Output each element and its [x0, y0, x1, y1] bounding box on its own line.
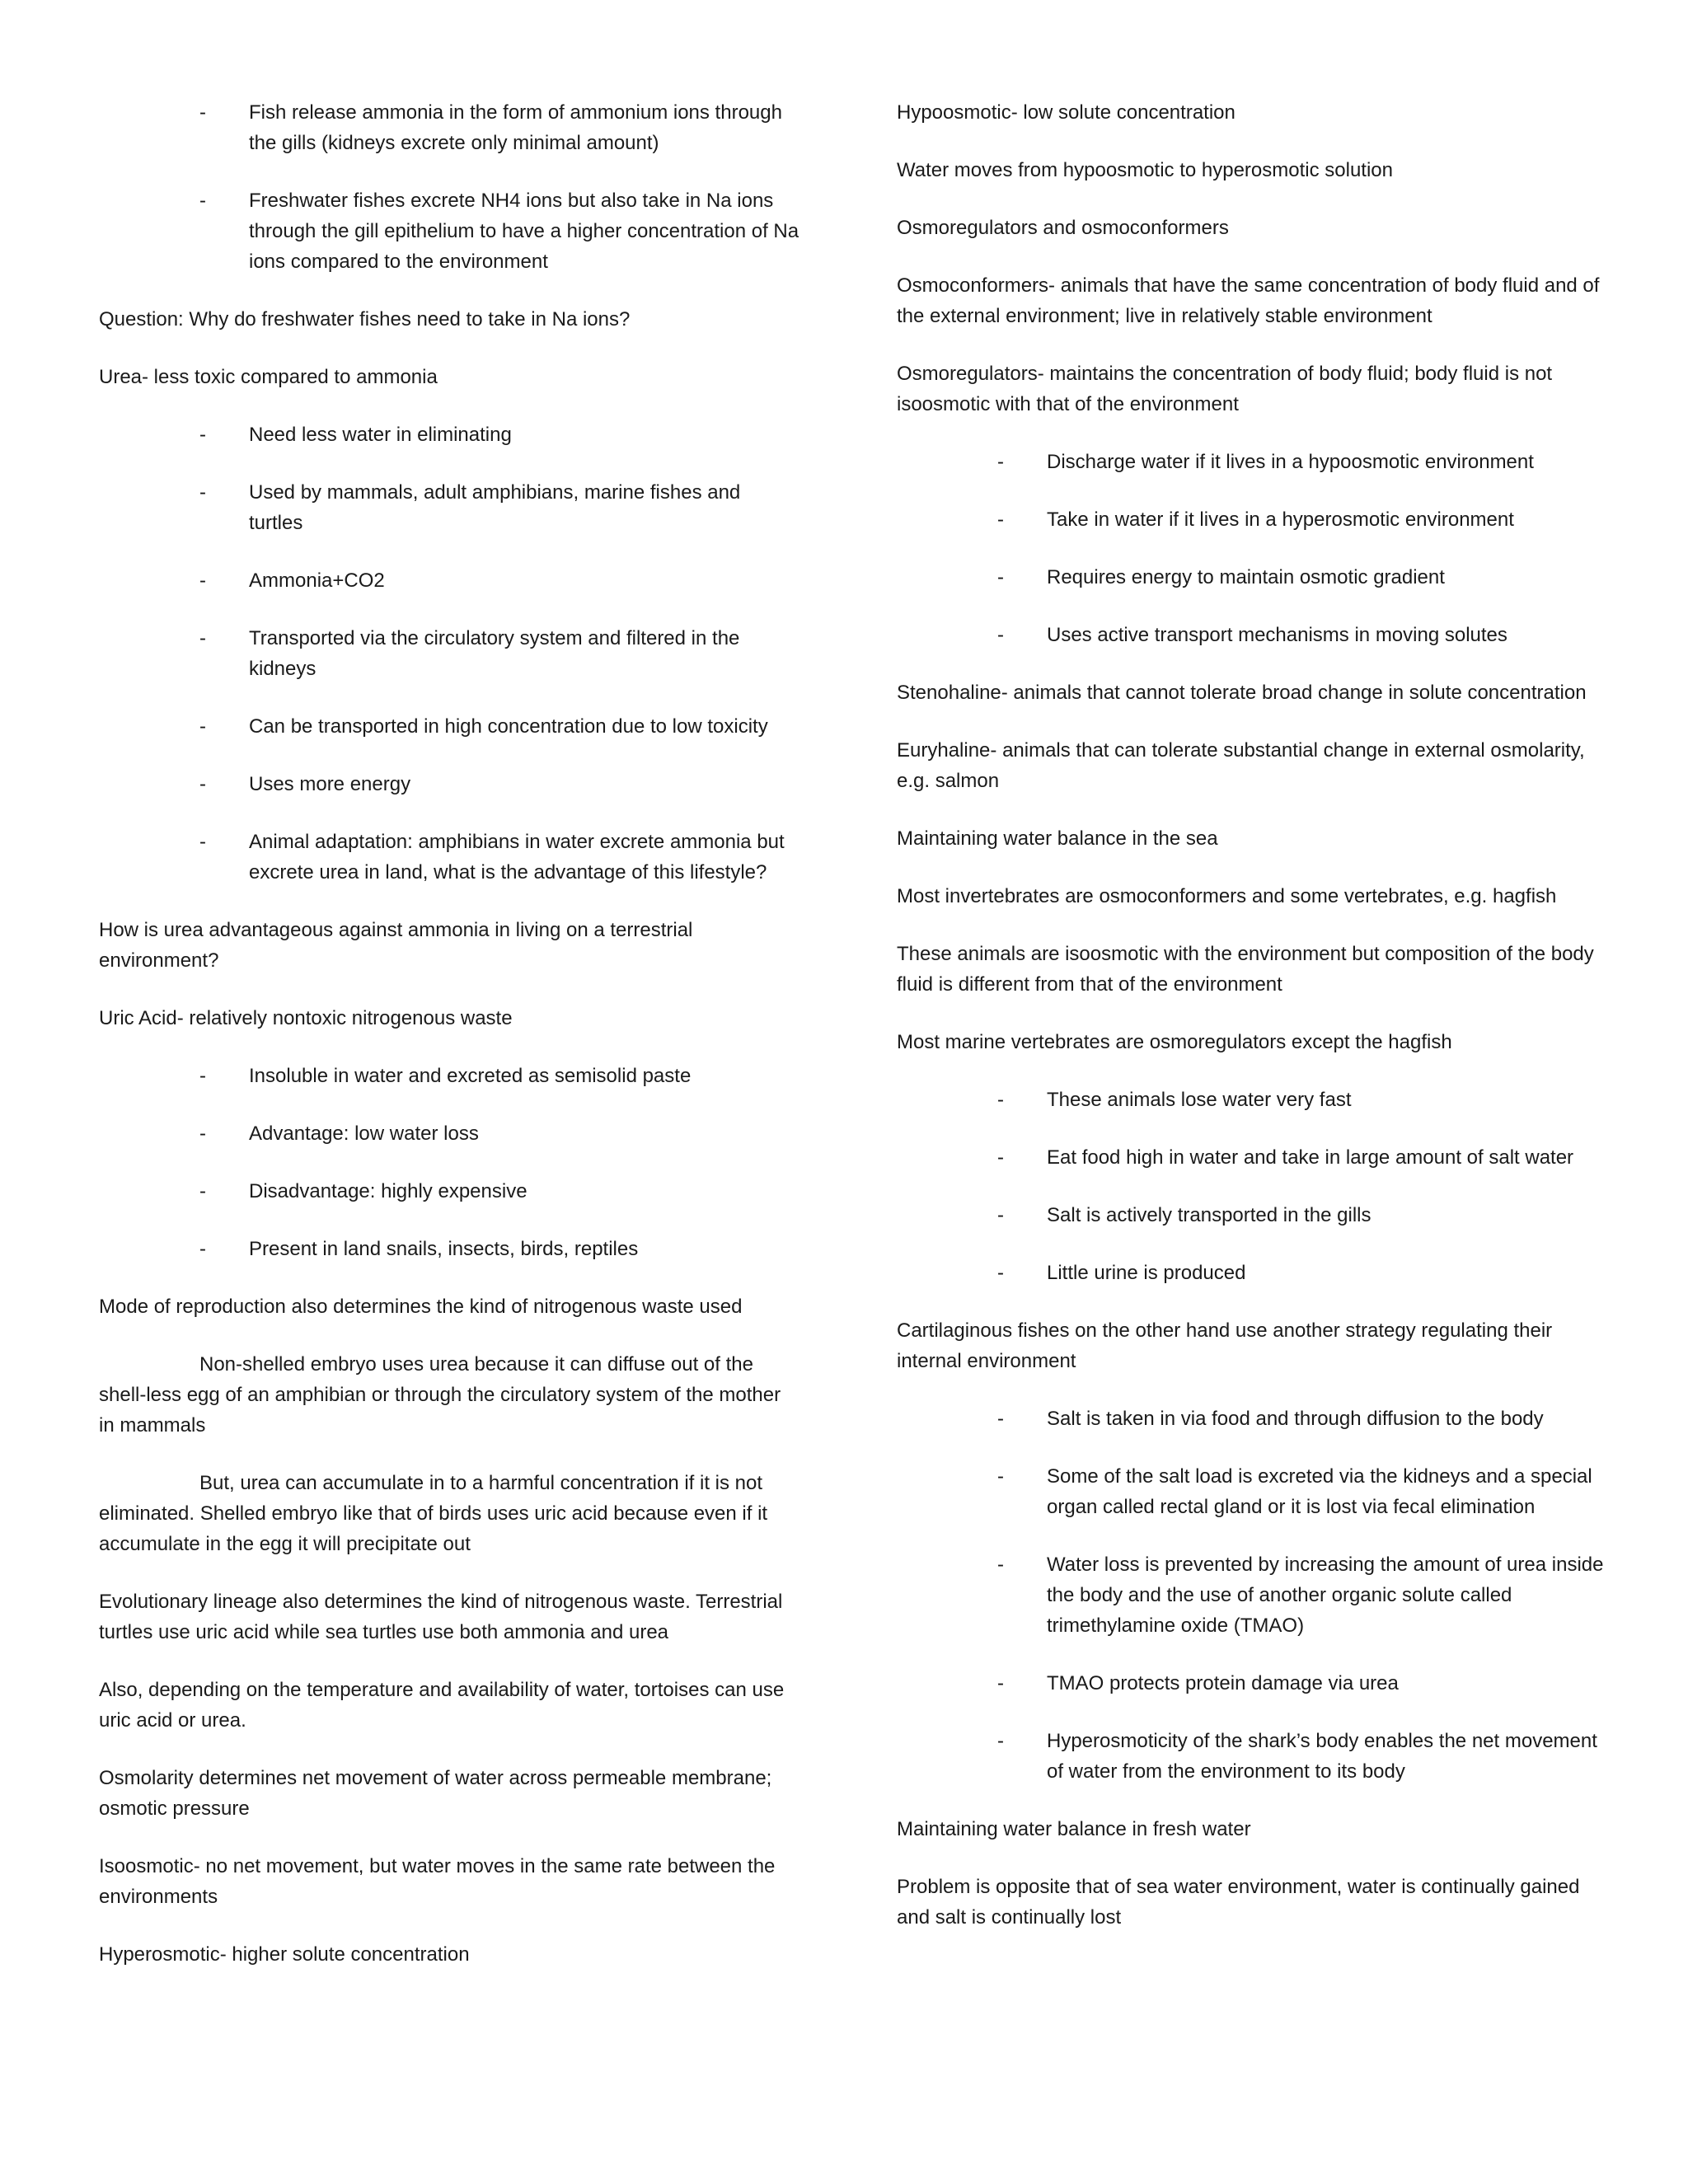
bullet-text: Salt is taken in via food and through diffusion to the body [1047, 1408, 1544, 1430]
paragraph: Most invertebrates are osmoconformers and some vertebrates, e.g. hagfish [897, 885, 1557, 907]
paragraph: Hypoosmotic- low solute concentration [897, 101, 1236, 124]
bullet-item [99, 419, 799, 450]
bullet-item [99, 565, 799, 596]
paragraph: Evolutionary lineage also determines the kind of nitrogenous waste. Terrestrial turtles use uric acid while sea turtles use both ammonia and urea [99, 1591, 783, 1643]
paragraph: These animals are isoosmotic with the environment but composition of the body fluid is different from that of the environment [897, 943, 1594, 996]
bullet-dash: - [997, 624, 1004, 646]
indented-paragraph: Non-shelled embryo uses urea because it can diffuse out of the shell-less egg of an amphibian or through the circulatory system of the mother in mammals [99, 1353, 781, 1436]
bullet-item [897, 1668, 1606, 1699]
bullet-item [897, 1085, 1606, 1115]
paragraph: Urea- less toxic compared to ammonia [99, 366, 438, 388]
paragraph: Osmoregulators and osmoconformers [897, 217, 1229, 239]
bullet-text: Disadvantage: highly expensive [249, 1180, 528, 1202]
bullet-dash: - [997, 509, 1004, 531]
paragraph: Maintaining water balance in fresh water [897, 1818, 1251, 1840]
bullet-item [99, 1061, 799, 1091]
right-column [897, 97, 1606, 1960]
bullet-item [99, 1234, 799, 1264]
paragraph: Question: Why do freshwater fishes need to take in Na ions? [99, 308, 631, 330]
paragraph: How is urea advantageous against ammonia in living on a terrestrial environment? [99, 919, 693, 972]
bullet-item [897, 1404, 1606, 1434]
bullet-dash: - [199, 101, 206, 124]
bullet-item [99, 769, 799, 799]
bullet-dash: - [199, 481, 206, 504]
bullet-item [897, 447, 1606, 477]
bullet-item [99, 711, 799, 742]
bullet-item [897, 1258, 1606, 1288]
paragraph: Most marine vertebrates are osmoregulators except the hagfish [897, 1031, 1452, 1053]
bullet-dash: - [199, 1180, 206, 1202]
bullet-dash: - [199, 424, 206, 446]
bullet-item [897, 1726, 1606, 1787]
bullet-dash: - [199, 1122, 206, 1145]
bullet-text: Advantage: low water loss [249, 1122, 479, 1145]
bullet-text: Used by mammals, adult amphibians, marine fishes and turtles [249, 481, 741, 534]
paragraph: Hyperosmotic- higher solute concentration [99, 1943, 470, 1966]
bullet-text: Present in land snails, insects, birds, reptiles [249, 1238, 639, 1260]
bullet-item [99, 97, 799, 158]
paragraph: Stenohaline- animals that cannot tolerate broad change in solute concentration [897, 682, 1587, 704]
bullet-text: Uses active transport mechanisms in moving solutes [1047, 624, 1507, 646]
bullet-text: Water loss is prevented by increasing the amount of urea inside the body and the use of another organic solute called trimethylamine oxide (TMAO) [1047, 1554, 1604, 1637]
bullet-text: TMAO protects protein damage via urea [1047, 1672, 1399, 1694]
bullet-item [897, 1549, 1606, 1641]
bullet-text: Hyperosmoticity of the shark’s body enables the net movement of water from the environment to its body [1047, 1730, 1597, 1783]
bullet-text: Fish release ammonia in the form of ammonium ions through the gills (kidneys excrete only minimal amount) [249, 101, 782, 154]
indented-paragraph: But, urea can accumulate in to a harmful concentration if it is not eliminated. Shelled embryo like that of birds uses uric acid because even if it accumulate in the egg it will precipitate out [99, 1472, 768, 1555]
bullet-item [897, 1461, 1606, 1522]
paragraph: Isoosmotic- no net movement, but water moves in the same rate between the environments [99, 1855, 776, 1908]
bullet-item [99, 1118, 799, 1149]
bullet-text: Freshwater fishes excrete NH4 ions but also take in Na ions through the gill epithelium to have a higher concentration of Na ions compared to the environment [249, 190, 799, 273]
bullet-dash: - [997, 566, 1004, 588]
bullet-dash: - [997, 1262, 1004, 1284]
bullet-text: Need less water in eliminating [249, 424, 512, 446]
bullet-text: Uses more energy [249, 773, 411, 795]
bullet-dash: - [997, 1204, 1004, 1226]
bullet-item [99, 623, 799, 684]
paragraph: Euryhaline- animals that can tolerate substantial change in external osmolarity, e.g. salmon [897, 739, 1585, 792]
bullet-text: Take in water if it lives in a hyperosmotic environment [1047, 509, 1514, 531]
bullet-dash: - [199, 1238, 206, 1260]
paragraph: Mode of reproduction also determines the kind of nitrogenous waste used [99, 1296, 743, 1318]
paragraph: Maintaining water balance in the sea [897, 827, 1218, 850]
left-column [99, 97, 799, 1997]
bullet-dash: - [997, 1465, 1004, 1488]
bullet-item [99, 185, 799, 277]
paragraph: Water moves from hypoosmotic to hyperosmotic solution [897, 159, 1394, 181]
bullet-text: Transported via the circulatory system and filtered in the kidneys [249, 627, 740, 680]
bullet-text: Ammonia+CO2 [249, 569, 385, 592]
paragraph: Osmoconformers- animals that have the same concentration of body fluid and of the external environment; live in relatively stable environment [897, 274, 1600, 327]
bullet-item [99, 477, 799, 538]
bullet-dash: - [199, 1065, 206, 1087]
bullet-dash: - [997, 1554, 1004, 1576]
bullet-text: Can be transported in high concentration due to low toxicity [249, 715, 768, 738]
bullet-text: Salt is actively transported in the gills [1047, 1204, 1372, 1226]
bullet-dash: - [199, 715, 206, 738]
paragraph: Osmolarity determines net movement of water across permeable membrane; osmotic pressure [99, 1767, 772, 1820]
bullet-text: These animals lose water very fast [1047, 1089, 1352, 1111]
bullet-dash: - [199, 831, 206, 853]
bullet-dash: - [997, 1730, 1004, 1752]
bullet-text: Animal adaptation: amphibians in water excrete ammonia but excrete urea in land, what is the advantage of this lifestyle? [249, 831, 785, 883]
paragraph: Also, depending on the temperature and availability of water, tortoises can use uric acid or urea. [99, 1679, 785, 1732]
paragraph: Problem is opposite that of sea water environment, water is continually gained and salt is continually lost [897, 1876, 1580, 1929]
bullet-dash: - [997, 1146, 1004, 1169]
bullet-item [897, 620, 1606, 650]
bullet-dash: - [199, 627, 206, 649]
bullet-item [897, 504, 1606, 535]
paragraph: Osmoregulators- maintains the concentration of body fluid; body fluid is not isoosmotic with that of the environment [897, 363, 1553, 415]
bullet-text: Insoluble in water and excreted as semisolid paste [249, 1065, 692, 1087]
bullet-item [897, 1142, 1606, 1173]
bullet-text: Little urine is produced [1047, 1262, 1246, 1284]
bullet-item [99, 1176, 799, 1207]
bullet-dash: - [997, 1089, 1004, 1111]
bullet-text: Requires energy to maintain osmotic gradient [1047, 566, 1445, 588]
bullet-item [897, 562, 1606, 593]
bullet-text: Some of the salt load is excreted via the kidneys and a special organ called rectal gland or it is lost via fecal elimination [1047, 1465, 1592, 1518]
bullet-dash: - [997, 1672, 1004, 1694]
bullet-dash: - [199, 190, 206, 212]
bullet-dash: - [997, 451, 1004, 473]
paragraph: Cartilaginous fishes on the other hand use another strategy regulating their internal environment [897, 1319, 1553, 1372]
bullet-text: Discharge water if it lives in a hypoosmotic environment [1047, 451, 1534, 473]
bullet-dash: - [199, 773, 206, 795]
paragraph: Uric Acid- relatively nontoxic nitrogenous waste [99, 1007, 513, 1029]
bullet-dash: - [997, 1408, 1004, 1430]
bullet-item [897, 1200, 1606, 1230]
bullet-dash: - [199, 569, 206, 592]
bullet-text: Eat food high in water and take in large amount of salt water [1047, 1146, 1574, 1169]
bullet-item [99, 827, 799, 888]
